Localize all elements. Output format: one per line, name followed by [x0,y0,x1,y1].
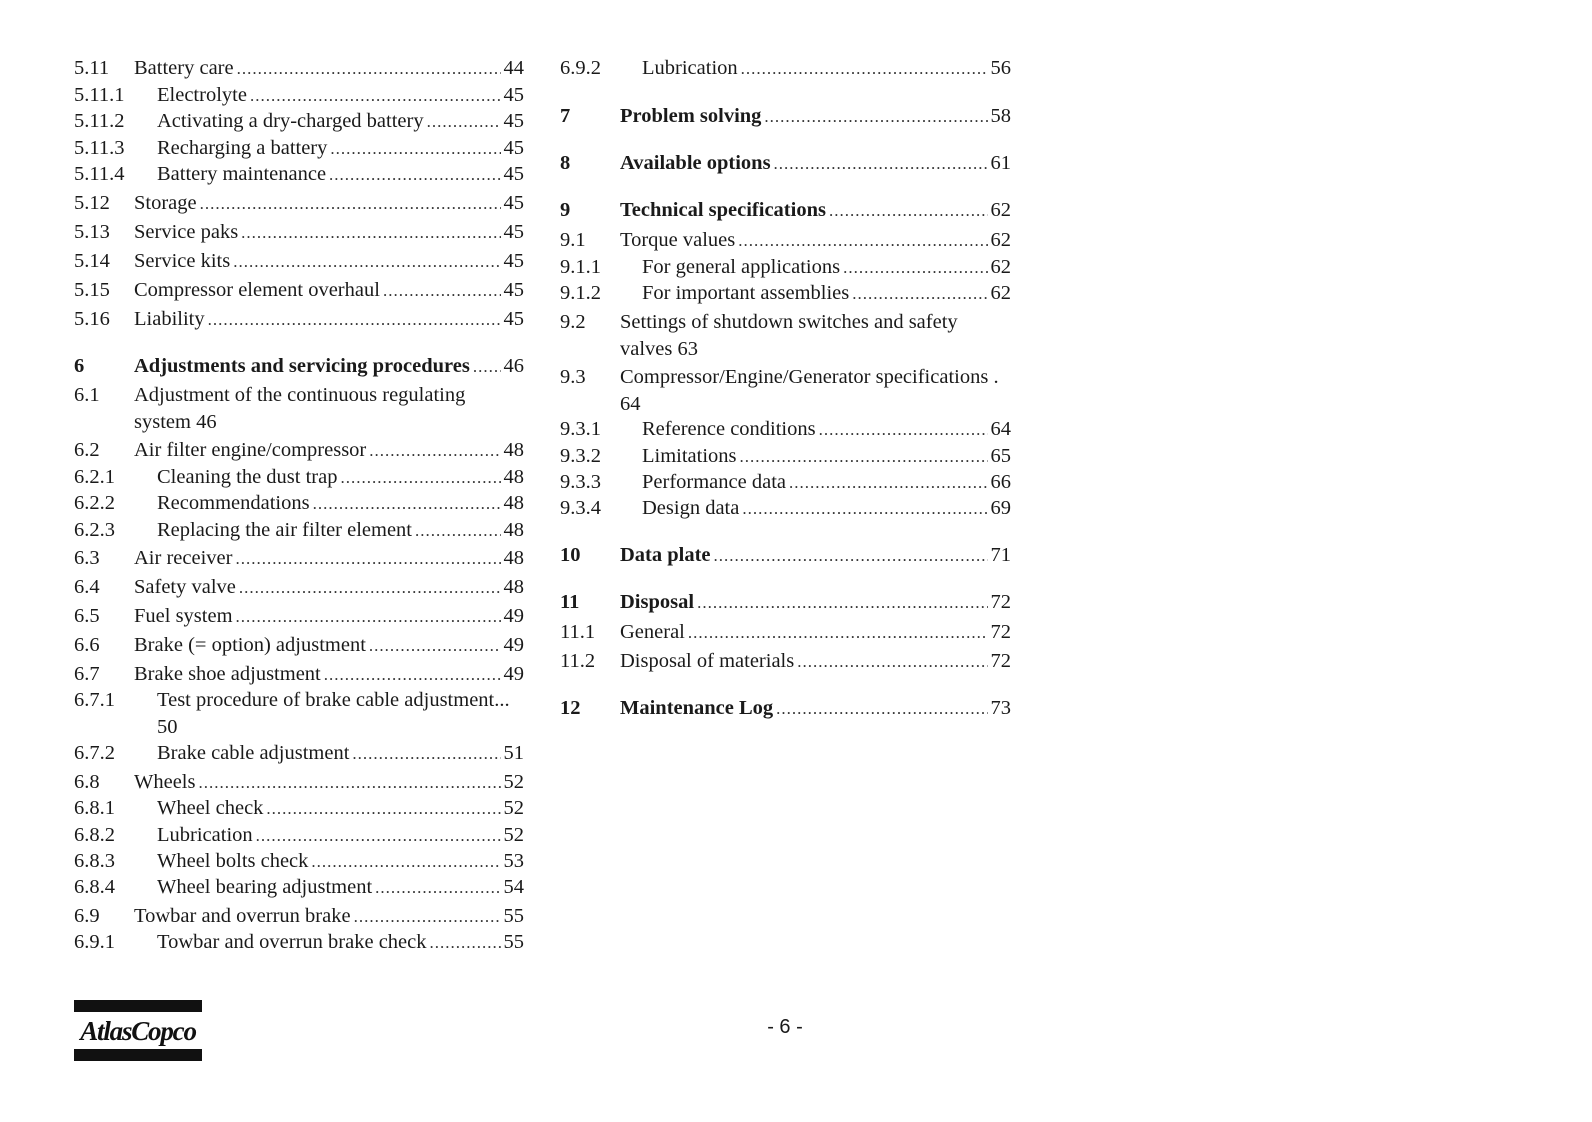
toc-entry-title: Lubrication [642,57,738,79]
toc-entry-title: Wheel bearing adjustment [157,876,373,898]
toc-dot-leader [235,546,500,573]
toc-entry-title: Maintenance Log [620,697,774,719]
toc-dot-leader [383,278,501,305]
toc-entry-page: 46 [503,355,524,377]
page-number: - 6 - [767,1016,803,1038]
toc-dot-leader [774,151,988,178]
toc-dot-leader [797,649,987,676]
toc-dot-leader [764,104,987,131]
toc-entry-number: 11.2 [560,650,596,672]
toc-entry-title: Available options [620,152,771,174]
toc-entry-number: 6.1 [74,384,100,406]
toc-entry-title: Air filter engine/compressor [134,439,367,461]
toc-entry-page: 66 [990,471,1011,493]
toc-entry-page: 62 [990,199,1011,221]
toc-entry-number: 6.2.2 [74,492,115,514]
toc-entry-page: 45 [503,163,524,185]
toc-entry-page: 55 [503,931,524,953]
toc-entry-number: 5.11.1 [74,84,125,106]
toc-dot-leader [742,496,987,523]
toc-entry-line [134,219,524,247]
toc-entry-number: 11.1 [560,621,596,643]
toc-entry-page: 48 [503,492,524,514]
toc-entry-page: 51 [503,742,524,764]
toc-entry-line [642,280,1011,308]
toc-entry-page: 53 [503,850,524,872]
toc-entry-number: 9 [560,199,571,221]
toc-entry-title: Electrolyte [157,84,247,106]
toc-entry-number: 11 [560,591,580,613]
toc-dot-leader [430,930,501,957]
toc-entry-page: 58 [990,105,1011,127]
toc-entry-line [134,574,524,602]
toc-entry-line [134,306,524,334]
toc-entry-title: Disposal [620,591,695,613]
toc-entry-title: Adjustment of the continuous regulating system 46 [134,384,466,433]
toc-entry-page: 52 [503,771,524,793]
toc-entry-line [134,661,524,689]
toc-entry-number: 6.9.2 [560,57,601,79]
toc-entry-title: Brake (= option) adjustment [134,634,366,656]
toc-entry-number: 5.14 [74,250,110,272]
toc-entry-title: Performance data [642,471,786,493]
toc-dot-leader [236,604,501,631]
toc-entry-page: 73 [990,697,1011,719]
toc-entry-title: Brake shoe adjustment [134,663,321,685]
toc-dot-leader [352,741,500,768]
toc-dot-leader [843,255,987,282]
toc-dot-leader [738,228,987,255]
toc-entry-page: 49 [503,663,524,685]
toc-dot-leader [819,417,988,444]
toc-entry-number: 6.8.1 [74,797,115,819]
toc-entry-page: 45 [503,192,524,214]
toc-entry-title: Lubrication [157,824,253,846]
toc-entry-number: 9.1.1 [560,256,601,278]
toc-entry-line [157,929,524,957]
toc-dot-leader [427,109,501,136]
toc-entry-number: 5.11.2 [74,110,125,132]
toc-entry-page: 45 [503,84,524,106]
toc-dot-leader [329,162,500,189]
toc-dot-leader [473,354,501,381]
toc-entry-number: 6.2 [74,439,100,461]
toc-entry-line [157,874,524,902]
toc-entry-title: Disposal of materials [620,650,795,672]
toc-dot-leader [369,633,501,660]
toc-entry-title: Liability [134,308,205,330]
toc-entry-line [134,545,524,573]
toc-entry-title: Brake cable adjustment [157,742,350,764]
logo-wordmark: AtlasCopco [80,1016,196,1046]
toc-entry-page: 54 [503,876,524,898]
toc-entry-number: 6.7 [74,663,100,685]
toc-entry-line [642,443,1011,471]
toc-entry-page: 52 [503,797,524,819]
toc-dot-leader [369,438,500,465]
toc-entry-line [620,619,1011,647]
toc-entry-title: Problem solving [620,105,762,127]
toc-dot-leader [200,191,501,218]
toc-entry-number: 9.3.2 [560,445,601,467]
toc-entry-title: Design data [642,497,740,519]
toc-dot-leader [239,575,501,602]
toc-entry-number: 9.3.3 [560,471,601,493]
toc-entry-number: 9.3.1 [560,418,601,440]
toc-entry-title: Recommendations [157,492,310,514]
toc-entry-line [134,769,524,797]
toc-dot-leader [237,56,501,83]
toc-entry-title: Recharging a battery [157,137,328,159]
toc-entry-title: For important assemblies [642,282,850,304]
toc-entry-line [134,190,524,218]
toc-entry-number: 6.6 [74,634,100,656]
toc-entry-page: 61 [990,152,1011,174]
toc-dot-leader [415,518,501,545]
toc-dot-leader [241,220,500,247]
toc-entry-title: Wheels [134,771,196,793]
toc-dot-leader [266,796,500,823]
toc-entry-page: 45 [503,110,524,132]
toc-entry-title: Torque values [620,229,736,251]
toc-dot-leader [740,444,988,471]
toc-entry-line [134,248,524,276]
toc-entry-page: 48 [503,439,524,461]
toc-entry-number: 6.2.1 [74,466,115,488]
toc-entry-line [157,490,524,518]
toc-entry-number: 8 [560,152,571,174]
toc-entry-number: 6 [74,355,85,377]
toc-entry-number: 5.11.3 [74,137,125,159]
toc-dot-leader [714,543,988,570]
toc-dot-leader [375,875,500,902]
toc-entry-page: 45 [503,279,524,301]
toc-entry-title: Settings of shutdown switches and safety valves 63 [620,311,958,360]
logo-bar-top [74,1000,202,1012]
toc-entry-number: 7 [560,105,571,127]
toc-entry-title: Replacing the air filter element [157,519,412,541]
toc-dot-leader [354,904,501,931]
toc-entry-line [620,695,1011,723]
toc-entry-line [134,437,524,465]
toc-entry-number: 10 [560,544,581,566]
toc-dot-leader [233,249,500,276]
toc-entry-page: 45 [503,308,524,330]
toc-entry-number: 9.3 [560,366,586,388]
toc-entry-title: For general applications [642,256,841,278]
toc-dot-leader [208,307,501,334]
toc-entry-page: 52 [503,824,524,846]
toc-entry-number: 6.2.3 [74,519,115,541]
toc-entry-page: 62 [990,282,1011,304]
toc-entry-number: 9.1 [560,229,586,251]
toc-dot-leader [311,849,500,876]
toc-entry-page: 72 [990,621,1011,643]
toc-entry-page: 65 [990,445,1011,467]
toc-entry-page: 56 [990,57,1011,79]
toc-entry-line [620,150,1011,178]
toc-entry-number: 12 [560,697,581,719]
toc-entry-number: 6.9 [74,905,100,927]
toc-dot-leader [324,662,501,689]
toc-entry-line [620,227,1011,255]
toc-entry-title: Fuel system [134,605,233,627]
toc-entry-title: Service kits [134,250,231,272]
toc-entry-number: 5.11 [74,57,110,79]
toc-entry-line [134,903,524,931]
toc-entry-line [157,161,524,189]
toc-entry-title: Test procedure of brake cable adjustment... 50 [157,689,510,738]
toc-entry-page: 48 [503,576,524,598]
toc-entry-line [642,416,1011,444]
toc-entry-title: Technical specifications [620,199,826,221]
toc-entry-page: 62 [990,256,1011,278]
toc-entry-number: 9.1.2 [560,282,601,304]
toc-entry-page: 48 [503,466,524,488]
toc-entry-number: 5.12 [74,192,110,214]
toc-entry-number: 6.7.1 [74,689,115,711]
toc-entry-number: 5.15 [74,279,110,301]
toc-entry-page: 49 [503,605,524,627]
toc-entry-page: 64 [990,418,1011,440]
toc-entry-number: 6.9.1 [74,931,115,953]
toc-entry-page: 48 [503,519,524,541]
toc-entry-title: Wheel bolts check [157,850,309,872]
toc-entry-number: 9.2 [560,311,586,333]
toc-entry-title: Reference conditions [642,418,816,440]
toc-entry-page: 72 [990,591,1011,613]
toc-dot-leader [313,491,501,518]
toc-entry-title: Service paks [134,221,239,243]
toc-entry-page: 69 [990,497,1011,519]
toc-entry-line [134,277,524,305]
toc-dot-leader [198,770,500,797]
toc-entry-title: Battery care [134,57,234,79]
toc-entry-line [134,382,524,435]
toc-entry-number: 6.7.2 [74,742,115,764]
toc-dot-leader [256,823,501,850]
toc-entry-line [620,197,1011,225]
toc-entry-title: Cleaning the dust trap [157,466,338,488]
toc-entry-page: 48 [503,547,524,569]
toc-entry-line [157,517,524,545]
toc-dot-leader [829,198,988,225]
toc-dot-leader [340,465,500,492]
toc-entry-title: Towbar and overrun brake check [157,931,427,953]
toc-entry-line [620,309,1011,362]
toc-entry-line [157,82,524,110]
toc-entry-number: 9.3.4 [560,497,601,519]
toc-entry-line [157,464,524,492]
toc-entry-line [642,55,1011,83]
toc-entry-number: 6.4 [74,576,100,598]
toc-dot-leader [852,281,987,308]
toc-entry-line [620,589,1011,617]
toc-entry-line [134,632,524,660]
toc-entry-line [134,353,524,381]
toc-entry-number: 6.5 [74,605,100,627]
toc-entry-number: 6.8 [74,771,100,793]
toc-entry-line [134,55,524,83]
toc-dot-leader [697,590,987,617]
toc-entry-title: Data plate [620,544,711,566]
toc-entry-line [157,108,524,136]
toc-entry-number: 6.8.2 [74,824,115,846]
toc-entry-line [642,254,1011,282]
toc-entry-line [157,822,524,850]
toc-entry-line [620,103,1011,131]
toc-entry-page: 55 [503,905,524,927]
toc-entry-title: Safety valve [134,576,236,598]
toc-entry-number: 5.16 [74,308,110,330]
toc-entry-number: 6.8.4 [74,876,115,898]
toc-entry-title: Battery maintenance [157,163,327,185]
toc-entry-line [620,364,1011,417]
toc-entry-page: 72 [990,650,1011,672]
toc-entry-title: Storage [134,192,197,214]
toc-entry-title: Towbar and overrun brake [134,905,351,927]
toc-entry-page: 49 [503,634,524,656]
toc-dot-leader [250,83,501,110]
toc-entry-title: Compressor/Engine/Generator specifications . 64 [620,366,999,415]
toc-dot-leader [688,620,988,647]
toc-entry-page: 45 [503,250,524,272]
toc-entry-number: 6.8.3 [74,850,115,872]
toc-dot-leader [330,136,500,163]
toc-entry-line [157,740,524,768]
toc-entry-number: 5.13 [74,221,110,243]
toc-entry-title: Wheel check [157,797,264,819]
toc-entry-number: 6.3 [74,547,100,569]
toc-dot-leader [776,696,987,723]
toc-entry-title: Limitations [642,445,737,467]
toc-entry-title: Activating a dry-charged battery [157,110,424,132]
toc-entry-title: Compressor element overhaul [134,279,380,301]
toc-entry-page: 62 [990,229,1011,251]
toc-entry-line [642,469,1011,497]
atlas-copco-logo [74,1000,202,1062]
toc-entry-line [642,495,1011,523]
toc-entry-line [157,687,524,740]
toc-entry-number: 5.11.4 [74,163,125,185]
toc-entry-page: 45 [503,137,524,159]
toc-entry-page: 71 [990,544,1011,566]
toc-dot-leader [789,470,988,497]
toc-entry-page: 45 [503,221,524,243]
toc-entry-title: Adjustments and servicing procedures [134,355,470,377]
toc-entry-line [157,795,524,823]
toc-entry-line [134,603,524,631]
toc-entry-title: General [620,621,685,643]
toc-entry-line [157,848,524,876]
toc-dot-leader [741,56,988,83]
toc-entry-page: 44 [503,57,524,79]
toc-entry-line [157,135,524,163]
logo-bar-bottom [74,1049,202,1061]
toc-entry-line [620,648,1011,676]
toc-entry-title: Air receiver [134,547,233,569]
toc-entry-line [620,542,1011,570]
